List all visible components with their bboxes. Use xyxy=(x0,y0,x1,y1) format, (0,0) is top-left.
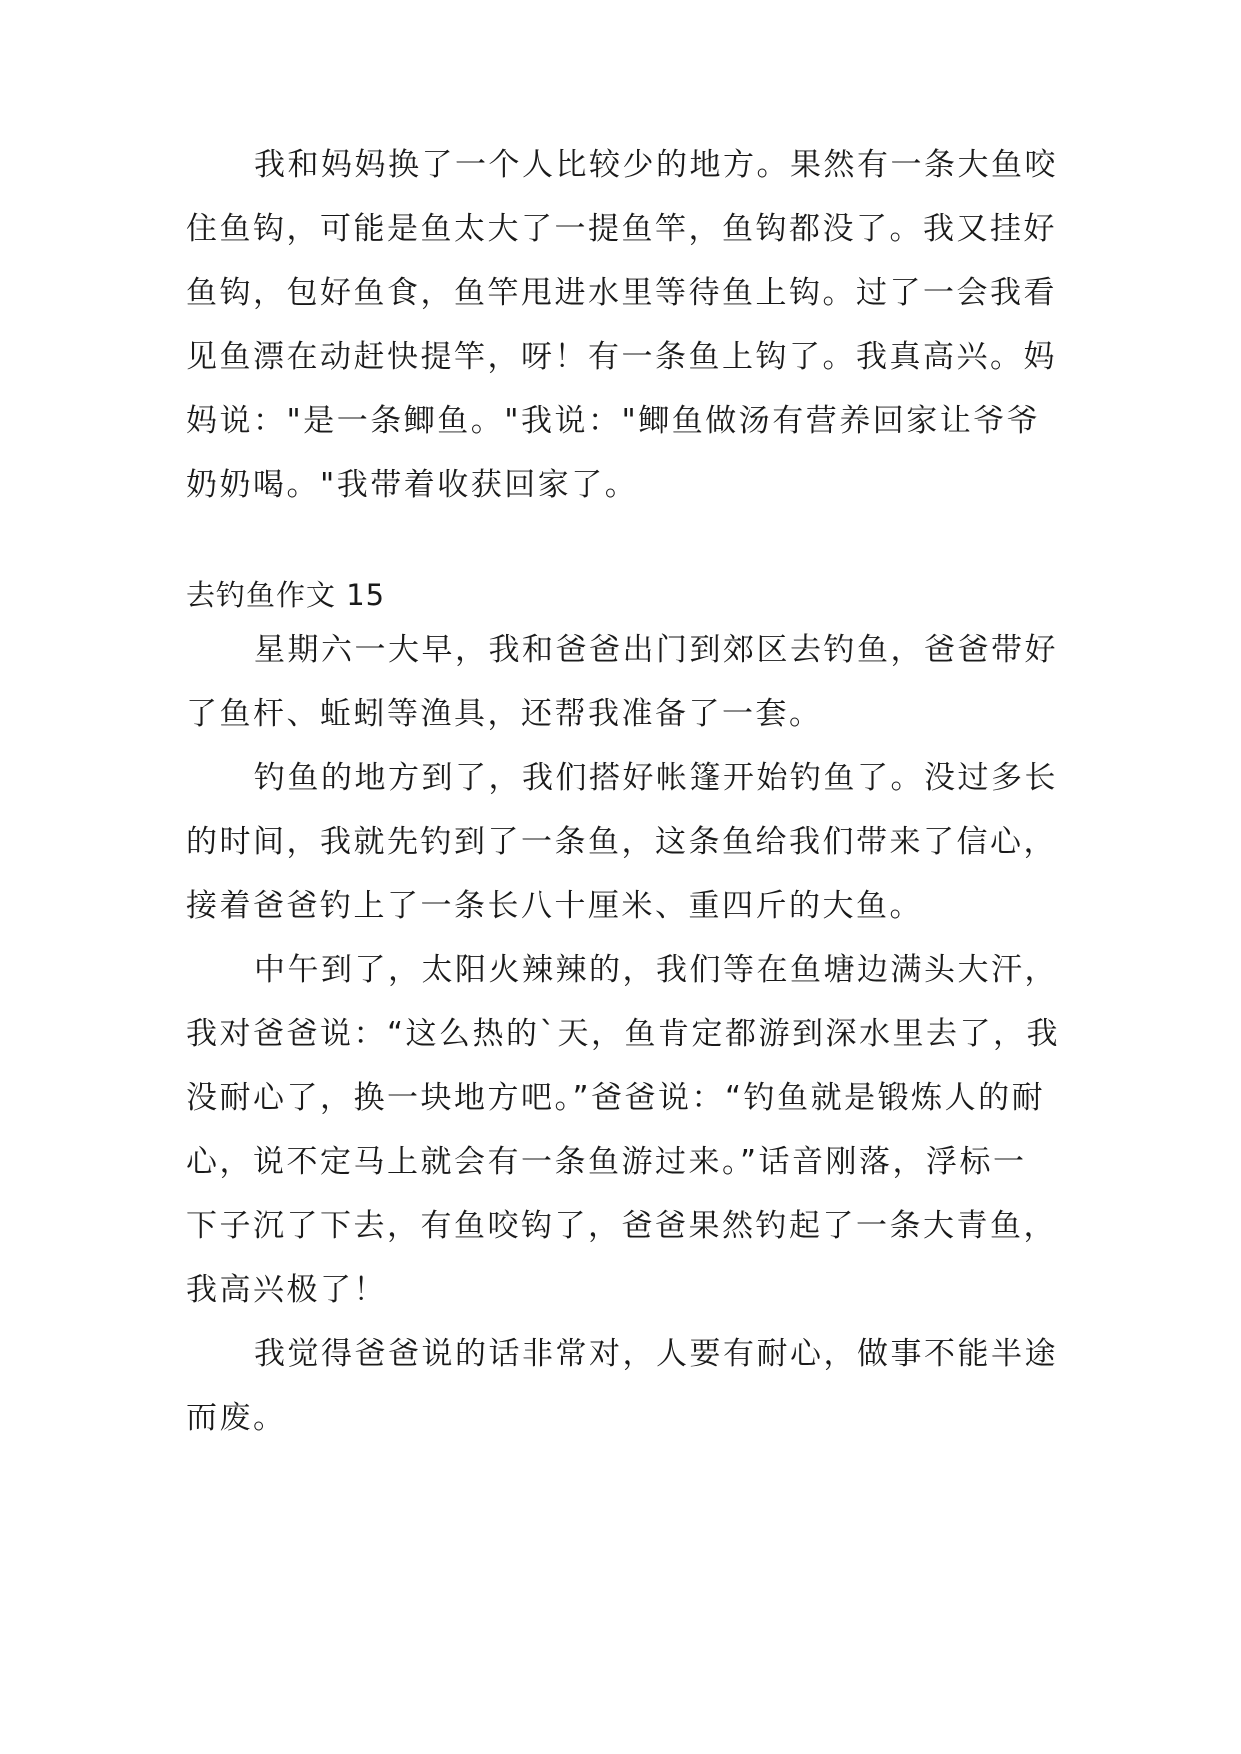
paragraph-line: 接着爸爸钓上了一条长八十厘米、重四斤的大鱼。 xyxy=(186,888,923,924)
paragraph-line: 我对爸爸说：“这么热的`天，鱼肯定都游到深水里去了，我 xyxy=(186,1016,1061,1052)
paragraph-line: 下子沉了下去，有鱼咬钩了，爸爸果然钓起了一条大青鱼， xyxy=(186,1208,1057,1244)
paragraph-line: 鱼钩，包好鱼食，鱼竿甩进水里等待鱼上钩。过了一会我看 xyxy=(186,275,1057,311)
paragraph-line: 的时间，我就先钓到了一条鱼，这条鱼给我们带来了信心， xyxy=(186,824,1057,860)
paragraph-line: 我高兴极了！ xyxy=(186,1272,387,1308)
paragraph-line: 钓鱼的地方到了，我们搭好帐篷开始钓鱼了。没过多长 xyxy=(254,760,1058,796)
paragraph-line: 而废。 xyxy=(186,1400,287,1436)
essay-title: 去钓鱼作文 15 xyxy=(186,578,386,612)
paragraph-line: 心，说不定马上就会有一条鱼游过来。”话音刚落，浮标一 xyxy=(186,1144,1027,1180)
paragraph-line: 了鱼杆、蚯蚓等渔具，还帮我准备了一套。 xyxy=(186,696,823,732)
paragraph-line: 妈说："是一条鲫鱼。"我说："鲫鱼做汤有营养回家让爷爷 xyxy=(186,403,1041,439)
paragraph-line: 我和妈妈换了一个人比较少的地方。果然有一条大鱼咬 xyxy=(254,147,1058,183)
paragraph-line: 奶奶喝。"我带着收获回家了。 xyxy=(186,467,639,503)
paragraph-line: 没耐心了，换一块地方吧。”爸爸说：“钓鱼就是锻炼人的耐 xyxy=(186,1080,1046,1116)
intro-paragraph xyxy=(186,133,1064,517)
paragraph-line: 见鱼漂在动赶快提竿，呀！有一条鱼上钩了。我真高兴。妈 xyxy=(186,339,1057,375)
paragraph-line: 星期六一大早，我和爸爸出门到郊区去钓鱼，爸爸带好 xyxy=(254,632,1058,668)
essay-body xyxy=(186,618,1064,1450)
paragraph-line: 中午到了，太阳火辣辣的，我们等在鱼塘边满头大汗， xyxy=(254,952,1058,988)
paragraph-line: 住鱼钩，可能是鱼太大了一提鱼竿，鱼钩都没了。我又挂好 xyxy=(186,211,1057,247)
paragraph-line: 我觉得爸爸说的话非常对，人要有耐心，做事不能半途 xyxy=(254,1336,1058,1372)
